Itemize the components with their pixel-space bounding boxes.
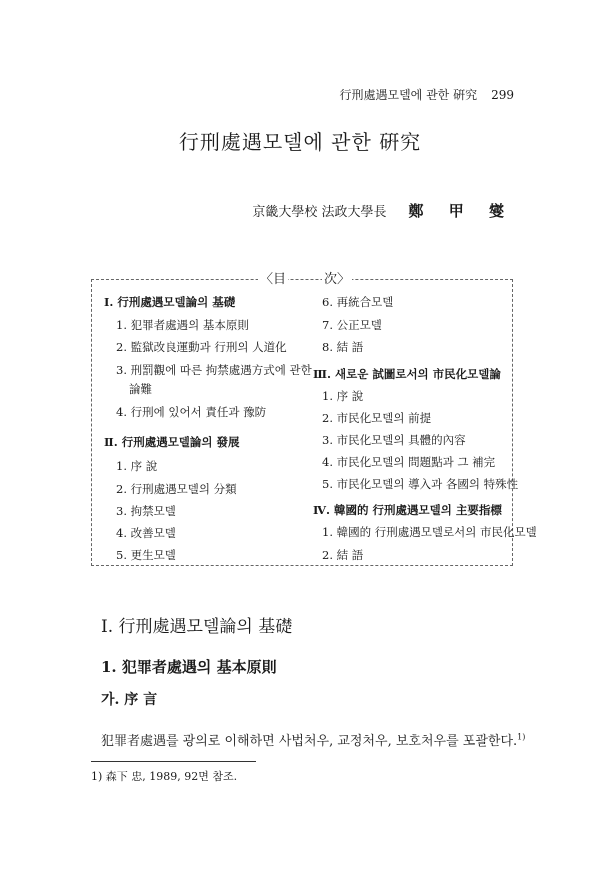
footnote-marker: 1)	[517, 732, 526, 742]
toc-item: 4. 市民化모델의 問題點과 그 補完	[322, 455, 496, 469]
paragraph-text: 犯罪者處遇를 광의로 이해하면 사법처우, 교정처우, 보호처우를 포괄한다.	[101, 734, 518, 749]
toc-heading-left: 〈目	[258, 268, 288, 287]
toc-item: 論難	[129, 382, 152, 396]
author-line	[252, 200, 514, 221]
author-affiliation: 京畿大學校 法政大學長	[252, 205, 387, 220]
toc-item: 2. 市民化모델의 前提	[322, 411, 432, 425]
toc-item: 4. 行刑에 있어서 責任과 豫防	[116, 405, 267, 419]
toc-item: 5. 更生모델	[116, 548, 176, 562]
author-name: 鄭 甲 燮	[408, 202, 514, 220]
toc-item: Ⅱ. 行刑處遇모델論의 發展	[104, 435, 240, 449]
toc-item: 1. 韓國的 行刑處遇모델로서의 市民化모델	[322, 525, 537, 539]
toc-item: 8. 結 語	[322, 340, 364, 354]
toc-item: Ⅲ. 새로운 試圖로서의 市民化모델論	[313, 367, 501, 381]
toc-item: 3. 刑罰觀에 따른 拘禁處遇方式에 관한	[116, 363, 312, 377]
toc-item: 1. 序 說	[116, 459, 158, 473]
footnote-divider	[91, 761, 256, 762]
body-paragraph	[101, 730, 525, 749]
toc-heading-right: 次〉	[322, 268, 352, 287]
paper-title: 行刑處遇모델에 관한 硏究	[178, 130, 422, 154]
toc-item: 3. 拘禁모델	[116, 504, 176, 518]
toc-item: 7. 公正모델	[322, 318, 382, 332]
toc-item: 2. 行刑處遇모델의 分類	[116, 482, 237, 496]
page-number: 299	[491, 88, 514, 102]
toc-item: 5. 市民化모델의 導入과 各國의 特殊性	[322, 477, 519, 491]
toc-item: 4. 改善모델	[116, 526, 176, 540]
toc-item: 1. 犯罪者處遇의 基本原則	[116, 318, 249, 332]
toc-item: 1. 序 說	[322, 389, 364, 403]
running-title: 行刑處遇모델에 관한 硏究	[339, 88, 478, 102]
toc-item: 6. 再統合모델	[322, 295, 394, 309]
toc-item: 2. 結 語	[322, 548, 364, 562]
running-header	[340, 86, 515, 103]
toc-item: Ⅰ. 行刑處遇모델論의 基礎	[104, 295, 236, 309]
toc-item: Ⅳ. 韓國的 行刑處遇모델의 主要指標	[313, 503, 502, 517]
section-heading: Ⅰ. 行刑處遇모델論의 基礎	[101, 617, 293, 637]
footnote: 1) 森下 忠, 1989, 92면 참조.	[91, 770, 238, 783]
subsection-heading: 1. 犯罪者處遇의 基本原則	[101, 658, 277, 676]
toc-item: 3. 市民化모델의 具體的內容	[322, 433, 466, 447]
subsubsection-heading: 가. 序 言	[101, 692, 158, 708]
toc-item: 2. 監獄改良運動과 行刑의 人道化	[116, 340, 287, 354]
